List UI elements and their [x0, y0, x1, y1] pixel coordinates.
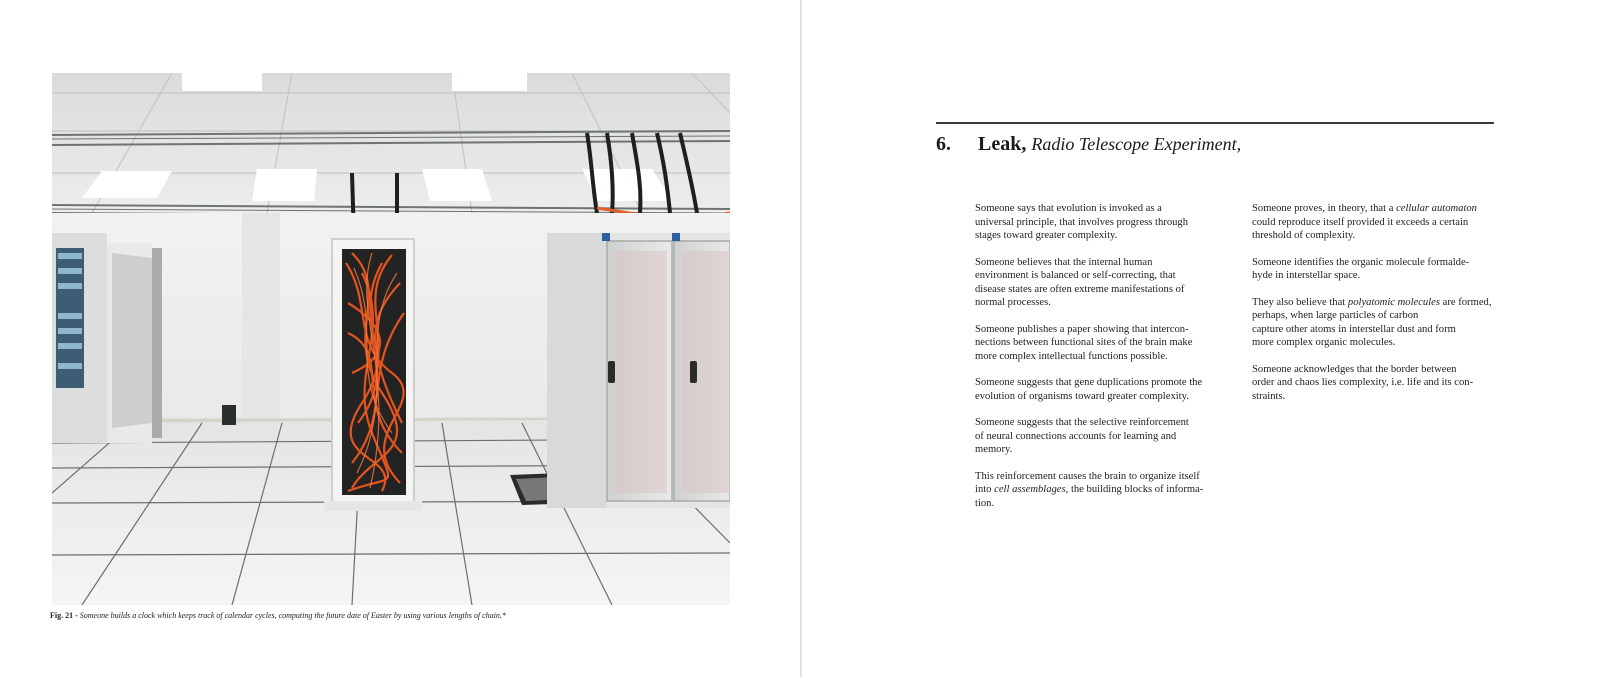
figure-caption-text: Someone builds a clock which keeps track of calendar cycles, computing the future date of Easter by using various lengths of chain.*	[79, 611, 506, 620]
paragraph: Someone proves, in theory, that a cellular automaton could reproduce itself provided it exceeds a certain threshold of complexity.	[1252, 203, 1477, 241]
section-subtitle: Radio Telescope Experiment,	[1031, 134, 1242, 154]
section-heading	[936, 131, 1241, 157]
paragraph: Someone suggests that the selective reinforcement of neural connections accounts for learning and memory.	[975, 417, 1189, 455]
text-column-2	[1252, 202, 1502, 416]
paragraph: Someone publishes a paper showing that intercon- nections between functional sites of the brain make more complex intellectual functions possible.	[975, 323, 1193, 362]
paragraph: Someone says that evolution is invoked as a universal principle, that involves progress through stages toward greater complexity.	[975, 203, 1189, 241]
paragraph: Someone believes that the internal human environment is balanced or self-correcting, that disease states are often extreme manifestations of normal processes.	[975, 256, 1185, 308]
paragraph: This reinforcement causes the brain to organize itself into cell assemblages, the building blocks of informa- tion.	[975, 470, 1204, 509]
figure-caption	[50, 611, 740, 621]
server-room-illustration	[52, 73, 730, 605]
paragraph: They also believe that polyatomic molecules are formed, perhaps, when large particles of carbon capture other atoms in interstellar dust and form more complex organic molecules.	[1252, 296, 1492, 348]
text-column-1	[975, 202, 1225, 523]
section-rule	[936, 122, 1494, 124]
paragraph: Someone suggests that gene duplications promote the evolution of organisms toward greater complexity.	[975, 377, 1203, 402]
section-number: 6.	[936, 133, 951, 155]
figure-label: Fig. 21 -	[50, 611, 80, 620]
paragraph: Someone identifies the organic molecule formalde- hyde in interstellar space.	[1252, 256, 1470, 281]
figure-photo-server-room	[52, 73, 730, 605]
section-title: Leak,	[978, 133, 1027, 155]
paragraph: Someone acknowledges that the border between order and chaos lies complexity, i.e. life and its con- straints.	[1252, 363, 1474, 402]
